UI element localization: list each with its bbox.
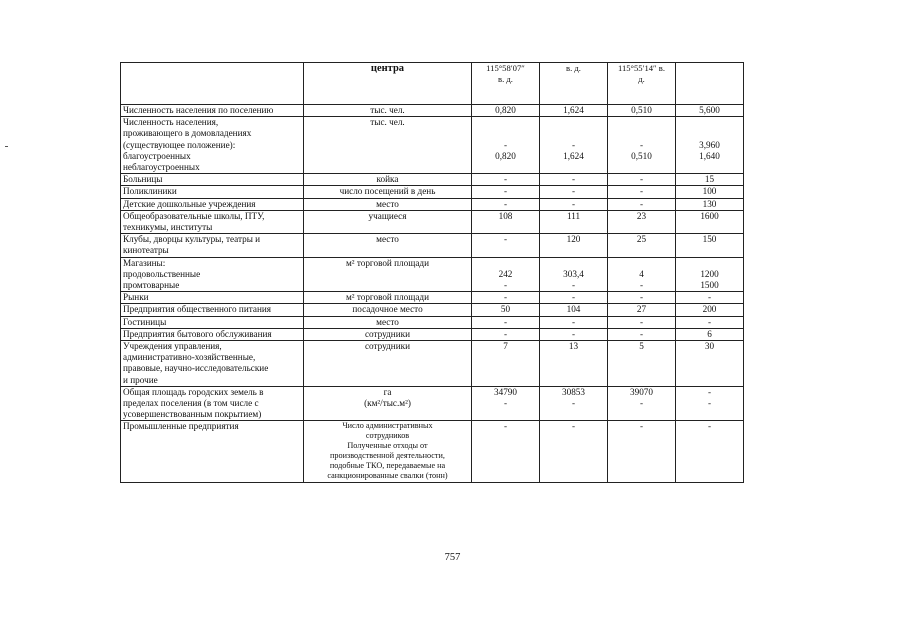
row-value: - (540, 186, 608, 198)
row-unit: койка (304, 174, 472, 186)
row-value: 50 (472, 304, 540, 316)
row-value: - (472, 234, 540, 257)
row-value: - (472, 328, 540, 340)
table-row (121, 234, 744, 257)
row-value: 7 (472, 341, 540, 387)
table-row (121, 210, 744, 233)
row-value: 111 (540, 210, 608, 233)
row-unit: сотрудники (304, 328, 472, 340)
row-unit: место (304, 316, 472, 328)
row-name: Предприятия общественного питания (121, 304, 304, 316)
row-value: - (472, 174, 540, 186)
row-name: Численность населения, проживающего в домовладениях (существующее положение): благоустроенных неблагоустроенных (121, 117, 304, 174)
row-name: Рынки (121, 292, 304, 304)
header-coord-cell: 115°58′07″ в. д. (472, 63, 540, 105)
row-value: - (608, 421, 676, 483)
row-unit: место (304, 198, 472, 210)
row-value: 303,4 - (540, 257, 608, 292)
row-unit: место (304, 234, 472, 257)
row-value: 120 (540, 234, 608, 257)
table-row (121, 174, 744, 186)
row-value: 5,600 (676, 105, 744, 117)
row-value: - (608, 198, 676, 210)
row-value: - (540, 421, 608, 483)
row-unit: число посещений в день (304, 186, 472, 198)
row-value: - (540, 328, 608, 340)
table-row (121, 421, 744, 483)
row-unit: сотрудники (304, 341, 472, 387)
table-row (121, 105, 744, 117)
row-name: Общая площадь городских земель в пределах поселения (в том числе с усовершенствованным покрытием) (121, 386, 304, 421)
row-value: 27 (608, 304, 676, 316)
table-row (121, 316, 744, 328)
table-row (121, 198, 744, 210)
row-name: Гостиницы (121, 316, 304, 328)
table-row (121, 328, 744, 340)
row-name: Поликлиники (121, 186, 304, 198)
row-unit: га (км²/тыс.м²) (304, 386, 472, 421)
row-value: 0,510 (608, 105, 676, 117)
row-unit: Число административных сотрудников Полученные отходы от производственной деятельности, подобные ТКО, передаваемые на санкционированные свалки (тонн) (304, 421, 472, 483)
table-row (121, 304, 744, 316)
table-row (121, 257, 744, 292)
row-unit: м² торговой площади (304, 292, 472, 304)
row-value: - (676, 292, 744, 304)
page-number: 757 (444, 552, 461, 563)
table-row (121, 186, 744, 198)
row-value: - (676, 421, 744, 483)
table-row (121, 386, 744, 421)
row-value: 104 (540, 304, 608, 316)
row-value: - - (676, 386, 744, 421)
row-value: - (540, 316, 608, 328)
row-value: 39070 - (608, 386, 676, 421)
row-value: - (472, 186, 540, 198)
row-value: - (676, 316, 744, 328)
row-value: 242 - (472, 257, 540, 292)
row-value: 100 (676, 186, 744, 198)
row-name: Учреждения управления, административно-хозяйственные, правовые, научно-исследовательские и прочие (121, 341, 304, 387)
header-label-cell (121, 63, 304, 105)
row-value: - (472, 421, 540, 483)
row-name: Больницы (121, 174, 304, 186)
header-coord-cell: в. д. (540, 63, 608, 105)
row-value: 4 - (608, 257, 676, 292)
row-value: 130 (676, 198, 744, 210)
row-value: - (472, 292, 540, 304)
row-value: 15 (676, 174, 744, 186)
table-row (121, 292, 744, 304)
row-unit: посадочное место (304, 304, 472, 316)
table-row (121, 117, 744, 174)
row-value: - (540, 292, 608, 304)
row-value: 34790 - (472, 386, 540, 421)
row-value: - 0,820 (472, 117, 540, 174)
row-value: 150 (676, 234, 744, 257)
row-value: 1,624 (540, 105, 608, 117)
header-unit-cell: центра (304, 63, 472, 105)
row-unit: тыс. чел. (304, 117, 472, 174)
table-row (121, 341, 744, 387)
row-value: 13 (540, 341, 608, 387)
row-name: Клубы, дворцы культуры, театры и кинотеатры (121, 234, 304, 257)
row-unit: тыс. чел. (304, 105, 472, 117)
margin-mark (5, 146, 8, 147)
row-unit: м² торговой площади (304, 257, 472, 292)
row-value: - (608, 328, 676, 340)
row-value: - (608, 186, 676, 198)
row-value: - (472, 316, 540, 328)
row-name: Общеобразовательные школы, ПТУ, техникумы, институты (121, 210, 304, 233)
row-name: Промышленные предприятия (121, 421, 304, 483)
row-name: Предприятия бытового обслуживания (121, 328, 304, 340)
row-name: Численность населения по поселению (121, 105, 304, 117)
row-value: 3,960 1,640 (676, 117, 744, 174)
header-coord-cell: 115°55′14″ в. д. (608, 63, 676, 105)
row-value: 0,820 (472, 105, 540, 117)
row-value: 200 (676, 304, 744, 316)
header-row (121, 63, 744, 105)
row-name: Магазины: продовольственные промтоварные (121, 257, 304, 292)
row-value: 108 (472, 210, 540, 233)
row-value: - (540, 198, 608, 210)
row-value: 30 (676, 341, 744, 387)
row-value: - (608, 292, 676, 304)
row-value: - (472, 198, 540, 210)
row-value: - 0,510 (608, 117, 676, 174)
row-value: - 1,624 (540, 117, 608, 174)
row-value: - (540, 174, 608, 186)
row-unit: учащиеся (304, 210, 472, 233)
row-value: 25 (608, 234, 676, 257)
row-value: - (608, 316, 676, 328)
row-name: Детские дошкольные учреждения (121, 198, 304, 210)
row-value: 5 (608, 341, 676, 387)
row-value: 1600 (676, 210, 744, 233)
settlement-indicators-table (120, 62, 744, 483)
row-value: 6 (676, 328, 744, 340)
row-value: 23 (608, 210, 676, 233)
header-coord-cell (676, 63, 744, 105)
row-value: 30853 - (540, 386, 608, 421)
row-value: - (608, 174, 676, 186)
row-value: 1200 1500 (676, 257, 744, 292)
